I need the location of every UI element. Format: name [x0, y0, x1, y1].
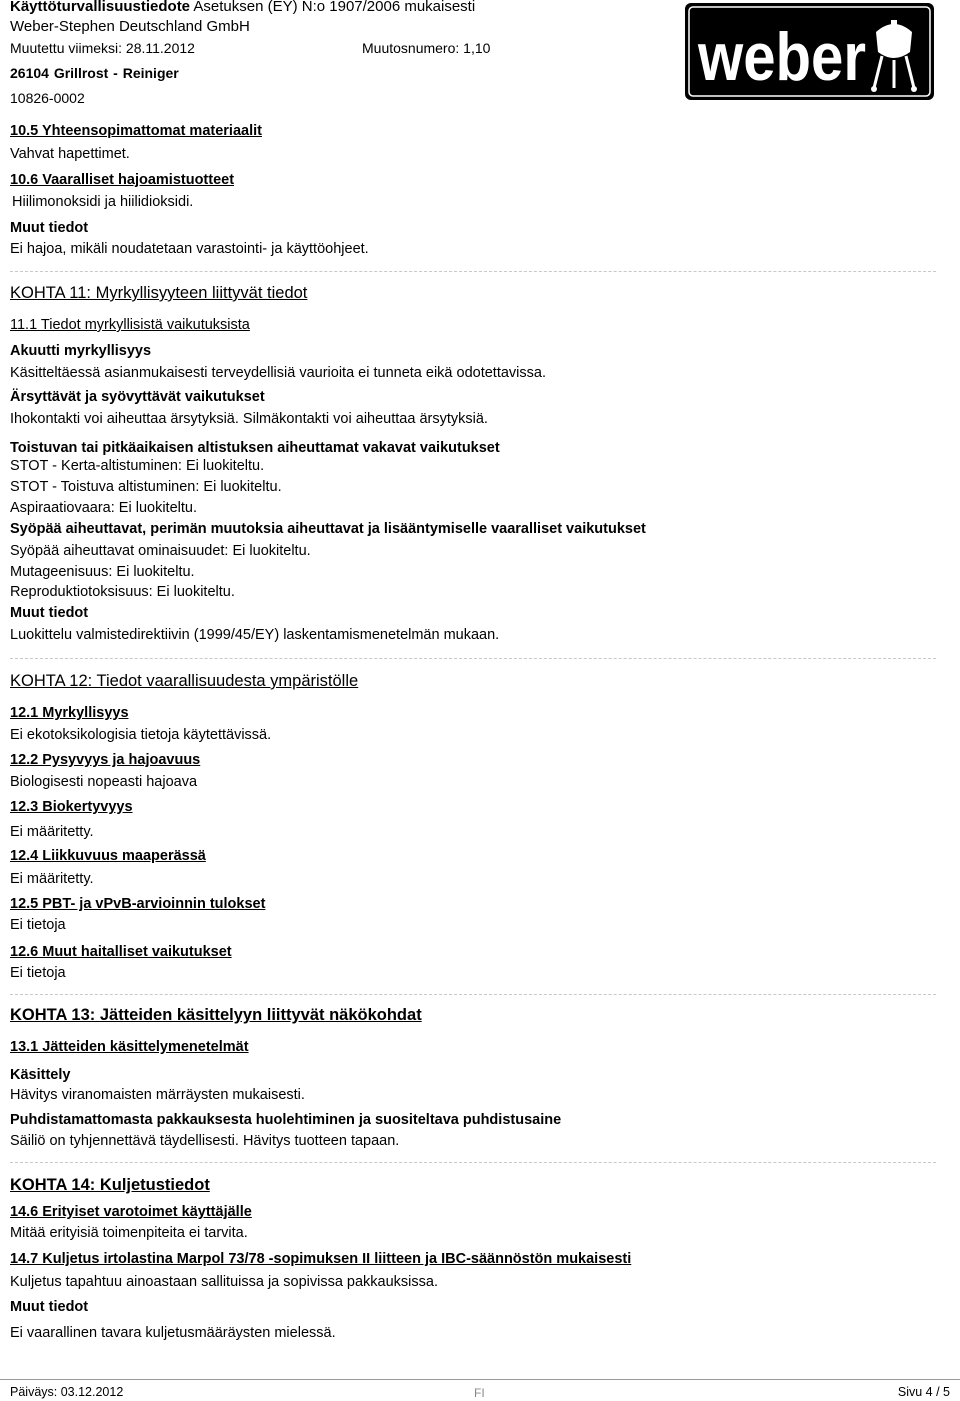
footer-language: FI — [474, 1386, 485, 1400]
text-14-6: Mitää erityisiä toimenpiteita ei tarvita. — [10, 1225, 248, 1241]
product-code: 10826-0002 — [10, 90, 85, 106]
heading-packaging: Puhdistamattomasta pakkauksesta huolehtiminen ja suositeltava puhdistusaine — [10, 1112, 562, 1128]
text-10-5: Vahvat hapettimet. — [10, 146, 130, 162]
heading-12-2: 12.2 Pysyvyys ja hajoavuus — [10, 752, 201, 768]
text-14-7: Kuljetus tapahtuu ainoastaan sallituissa ja sopivissa pakkauksissa. — [10, 1274, 438, 1290]
heading-12-6: 12.6 Muut haitalliset vaikutukset — [10, 944, 232, 960]
text-stot-single: STOT - Kerta-altistuminen: Ei luokiteltu. — [10, 458, 265, 474]
section-11-title: KOHTA 11: Myrkyllisyyteen liittyvät tiedot — [10, 284, 308, 302]
heading-cmr: Syöpää aiheuttavat, perimän muutoksia aiheuttavat ja lisääntymiselle vaaralliset vaikutukset — [10, 521, 646, 537]
text-irritation: Ihokontakti voi aiheuttaa ärsytyksiä. Silmäkontakti voi aiheuttaa ärsytyksiä. — [10, 411, 488, 427]
heading-12-5: 12.5 PBT- ja vPvB-arvioinnin tulokset — [10, 896, 266, 912]
text-12-1: Ei ekotoksikologisia tietoja käytettävissä. — [10, 727, 272, 743]
heading-14-other: Muut tiedot — [10, 1299, 89, 1315]
text-12-3: Ei määritetty. — [10, 824, 94, 840]
heading-12-1: 12.1 Myrkyllisyys — [10, 705, 129, 721]
text-12-2: Biologisesti nopeasti hajoava — [10, 774, 198, 790]
section-divider — [10, 994, 936, 995]
heading-10-6: 10.6 Vaaralliset hajoamistuotteet — [10, 172, 235, 188]
revision-number: Muutosnumero: 1,10 — [362, 40, 491, 56]
company-name: Weber-Stephen Deutschland GmbH — [10, 18, 250, 35]
text-acute-toxicity: Käsitteltäessä asianmukaisesti terveydellisiä vaurioita ei tunneta eikä odotettavissa. — [10, 365, 546, 381]
text-12-6: Ei tietoja — [10, 965, 66, 981]
text-10-6: Hiilimonoksidi ja hiilidioksidi. — [12, 194, 194, 210]
heading-disposal: Käsittely — [10, 1067, 71, 1083]
heading-13-1: 13.1 Jätteiden käsittelymenetelmät — [10, 1039, 249, 1055]
section-12-title: KOHTA 12: Tiedot vaarallisuudesta ympäristölle — [10, 672, 359, 690]
product-name: 26104 Grillrost - Reiniger — [10, 65, 179, 81]
section-divider — [10, 271, 936, 272]
logo-wordmark: weber — [697, 19, 866, 95]
heading-14-6: 14.6 Erityiset varotoimet käyttäjälle — [10, 1204, 252, 1220]
heading-11-other: Muut tiedot — [10, 605, 89, 621]
text-packaging: Säiliö on tyhjennettävä täydellisesti. Hävitys tuotteen tapaan. — [10, 1133, 400, 1149]
section-divider — [10, 658, 936, 659]
text-10-other: Ei hajoa, mikäli noudatetaan varastointi- ja käyttöohjeet. — [10, 241, 369, 257]
text-11-other: Luokittelu valmistedirektiivin (1999/45/EY) laskentamismenetelmän mukaan. — [10, 627, 500, 643]
heading-14-7: 14.7 Kuljetus irtolastina Marpol 73/78 -sopimuksen II liitteen ja IBC-säännöstön mukaisesti — [10, 1251, 632, 1267]
text-disposal: Hävitys viranomaisten märräysten mukaisesti. — [10, 1087, 305, 1103]
text-14-other: Ei vaarallinen tavara kuljetusmääräysten mielessä. — [10, 1325, 336, 1341]
revised-date: Muutettu viimeksi: 28.11.2012 — [10, 40, 195, 56]
text-mutagenicity: Mutageenisuus: Ei luokiteltu. — [10, 564, 195, 580]
heading-10-5: 10.5 Yhteensopimattomat materiaalit — [10, 123, 262, 139]
heading-12-4: 12.4 Liikkuvuus maaperässä — [10, 848, 206, 864]
footer-date: Päiväys: 03.12.2012 — [10, 1385, 124, 1399]
weber-logo — [684, 2, 935, 101]
text-12-4: Ei määritetty. — [10, 871, 94, 887]
heading-11-1: 11.1 Tiedot myrkyllisistä vaikutuksista — [10, 317, 250, 333]
heading-12-3: 12.3 Biokertyvyys — [10, 799, 133, 815]
heading-acute-toxicity: Akuutti myrkyllisyys — [10, 343, 152, 359]
section-13-title: KOHTA 13: Jätteiden käsittelyyn liittyvät näkökohdat — [10, 1006, 422, 1024]
section-divider — [10, 1162, 936, 1163]
section-14-title: KOHTA 14: Kuljetustiedot — [10, 1176, 210, 1194]
text-12-5: Ei tietoja — [10, 917, 66, 933]
text-carcinogenicity: Syöpää aiheuttavat ominaisuudet: Ei luokiteltu. — [10, 543, 311, 559]
text-reproduction: Reproduktiotoksisuus: Ei luokiteltu. — [10, 584, 235, 600]
footer-rule — [0, 1379, 960, 1380]
document-title: Käyttöturvallisuustiedote Asetuksen (EY) N:o 1907/2006 mukaisesti — [10, 0, 476, 15]
footer-page-number: Sivu 4 / 5 — [897, 1385, 950, 1399]
text-stot-repeated: STOT - Toistuva altistuminen: Ei luokiteltu. — [10, 479, 282, 495]
heading-repeated-exposure: Toistuvan tai pitkäaikaisen altistuksen aiheuttamat vakavat vaikutukset — [10, 440, 500, 456]
text-aspiration: Aspiraatiovaara: Ei luokiteltu. — [10, 500, 197, 516]
heading-10-other: Muut tiedot — [10, 220, 89, 236]
heading-irritation: Ärsyttävät ja syövyttävät vaikutukset — [10, 389, 265, 405]
